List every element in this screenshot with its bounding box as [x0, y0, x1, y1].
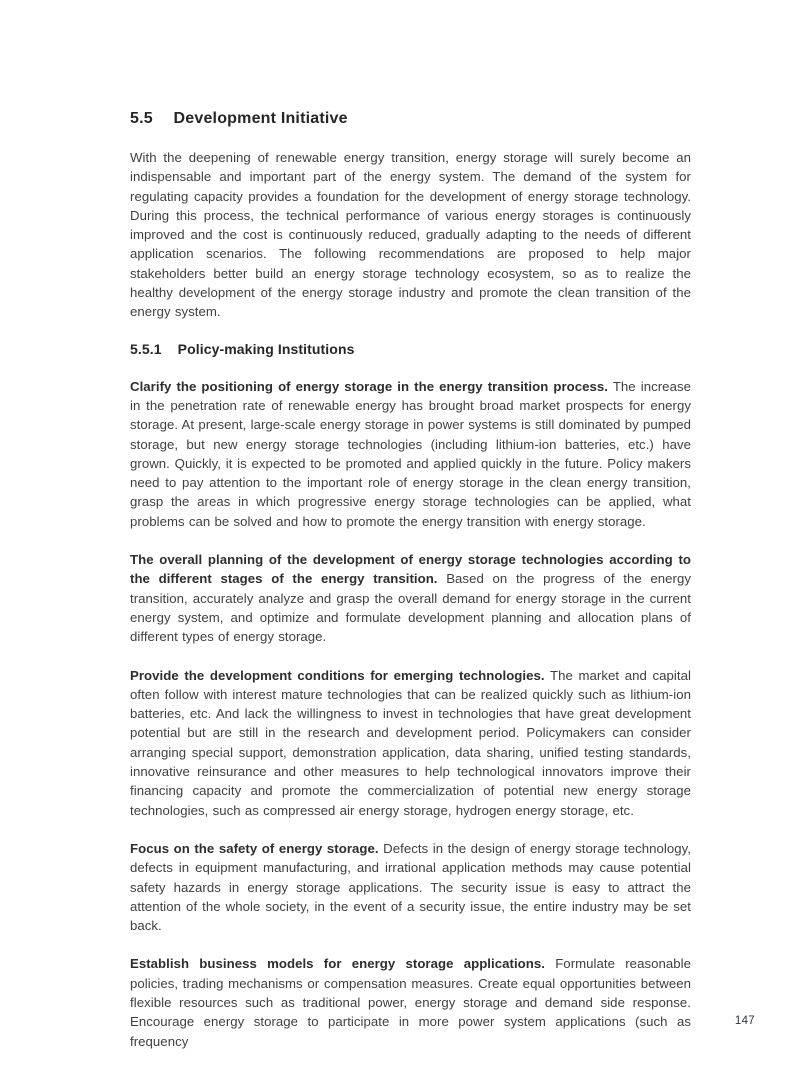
- intro-paragraph: With the deepening of renewable energy transition, energy storage will surely become an indispensable and important part of the energy system. The demand of the system for regulating capacity provides a foundation for the development of energy storage technology. During this process, the technical performance of various energy storages is continuously improved and the cost is continuously reduced, gradually adapting to the needs of different application scenarios. The following recommendations are proposed to help major stakeholders better build an energy storage technology ecosystem, so as to realize the healthy development of the energy storage industry and promote the clean transition of the energy system.: [130, 150, 691, 320]
- paragraph-lead: Focus on the safety of energy storage.: [130, 840, 379, 856]
- subsection-title: Policy-making Institutions: [177, 340, 355, 357]
- section-title: Development Initiative: [173, 110, 348, 127]
- paragraph-business-models: [130, 954, 691, 1050]
- paragraph-development-conditions: [130, 666, 691, 820]
- page-number: 147: [734, 1015, 755, 1027]
- paragraph-overall-planning: [130, 550, 691, 646]
- paragraph-text: The market and capital often follow with interest mature technologies that can be realized quickly such as lithium-ion batteries, etc. And lack the willingness to invest in technologies that have great development potential but are still in the research and development period. Policymakers can consider arranging special support, demonstration application, data sharing, unified testing standards, innovative reinsurance and other measures to help technological innovators improve their financing capacity and promote the commercialization of potential new energy storage technologies, such as compressed air energy storage, hydrogen energy storage, etc.: [130, 667, 691, 818]
- paragraph-text: The increase in the penetration rate of renewable energy has brought broad market prospects for energy storage. At present, large-scale energy storage in power systems is still dominated by pumped storage, but new energy storage technologies (including lithium-ion batteries, etc.) have grown. Quickly, it is expected to be promoted and applied quickly in the future. Policy makers need to pay attention to the important role of energy storage in the clean energy transition, grasp the areas in which progressive energy storage technologies can be applied, what problems can be solved and how to promote the energy transition with energy storage.: [130, 378, 691, 529]
- page-body: [130, 110, 691, 1070]
- paragraph-text: Based on the progress of the energy transition, accurately analyze and grasp the overall demand for energy storage in the current energy system, and optimize and formulate development planning and allocation plans of different types of energy storage.: [130, 571, 691, 645]
- paragraph-lead: The overall planning of the development of energy storage technologies according to the different stages of the energy transition.: [130, 552, 691, 587]
- subsection-heading: [130, 341, 691, 357]
- subsection-number: 5.5.1: [130, 340, 162, 357]
- paragraph-lead: Establish business models for energy storage applications.: [130, 956, 545, 972]
- section-heading: [130, 110, 691, 128]
- paragraph-clarify-positioning: [130, 377, 691, 531]
- paragraph-text: Defects in the design of energy storage technology, defects in equipment manufacturing, and irrational application methods may cause potential safety hazards in energy storage applications. The security issue is easy to attract the attention of the whole society, in the event of a security issue, the entire industry may be set back.: [130, 840, 691, 934]
- paragraph-text: Formulate reasonable policies, trading mechanisms or compensation measures. Create equal opportunities between flexible resources such as traditional power, energy storage and demand side response. Encourage energy storage to participate in more power system applications (such as frequency: [130, 956, 691, 1049]
- paragraph-lead: Provide the development conditions for emerging technologies.: [130, 667, 545, 683]
- paragraph-safety: [130, 839, 691, 935]
- paragraph-lead: Clarify the positioning of energy storage in the energy transition process.: [130, 378, 608, 394]
- section-number: 5.5: [130, 110, 153, 127]
